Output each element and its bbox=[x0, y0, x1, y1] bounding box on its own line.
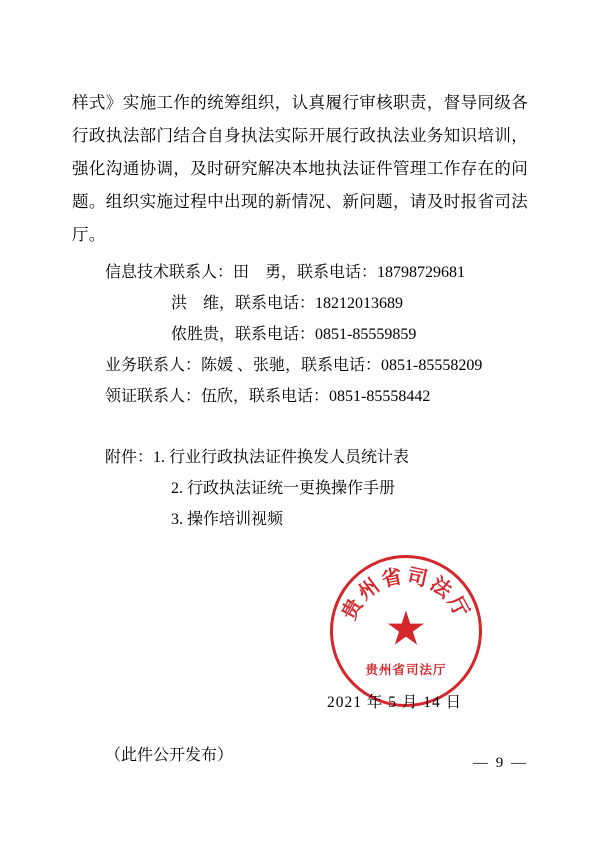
public-release-note: （此件公开发布） bbox=[105, 747, 234, 764]
page-number: — 9 — bbox=[473, 755, 528, 771]
attachment-item-2: 2. 行政执法证统一更换操作手册 bbox=[171, 480, 396, 497]
contact-line-tech-3: 侬胜贵，联系电话：0851-85559859 bbox=[171, 326, 417, 343]
seal-star-icon: ★ bbox=[384, 603, 428, 656]
seal-bottom-label: 贵州省司法厅 bbox=[365, 663, 447, 677]
official-seal bbox=[330, 555, 482, 707]
attachment-block bbox=[72, 442, 528, 535]
attachment-item-1: 附件：1. 行业行政执法证件换发人员统计表 bbox=[105, 449, 410, 466]
seal-arc-label: 贵州省司法厅 bbox=[338, 565, 474, 624]
attachment-item-3: 3. 操作培训视频 bbox=[171, 511, 284, 528]
contact-line-business: 业务联系人：陈媛 、张驰，联系电话：0851-85558209 bbox=[105, 357, 483, 374]
contact-line-license: 领证联系人：伍欣，联系电话：0851-85558442 bbox=[105, 388, 431, 405]
signature-area bbox=[72, 547, 528, 732]
contact-line-tech-1: 信息技术联系人：田 勇，联系电话：18798729681 bbox=[105, 264, 466, 281]
body-paragraph-block bbox=[72, 86, 528, 251]
body-paragraph: 样式》实施工作的统筹组织，认真履行审核职责，督导同级各行政执法部门结合自身执法实际开展行政执法业务知识培训，强化沟通协调，及时研究解决本地执法证件管理工作存在的问题。组织实施过程中出现的新情况、新问题，请及时报省司法厅。 bbox=[72, 93, 528, 244]
contact-block bbox=[72, 257, 528, 412]
contact-line-tech-2: 洪 维，联系电话：18212013689 bbox=[171, 295, 404, 312]
signature-date: 2021 年 5 月 14 日 bbox=[327, 694, 463, 711]
